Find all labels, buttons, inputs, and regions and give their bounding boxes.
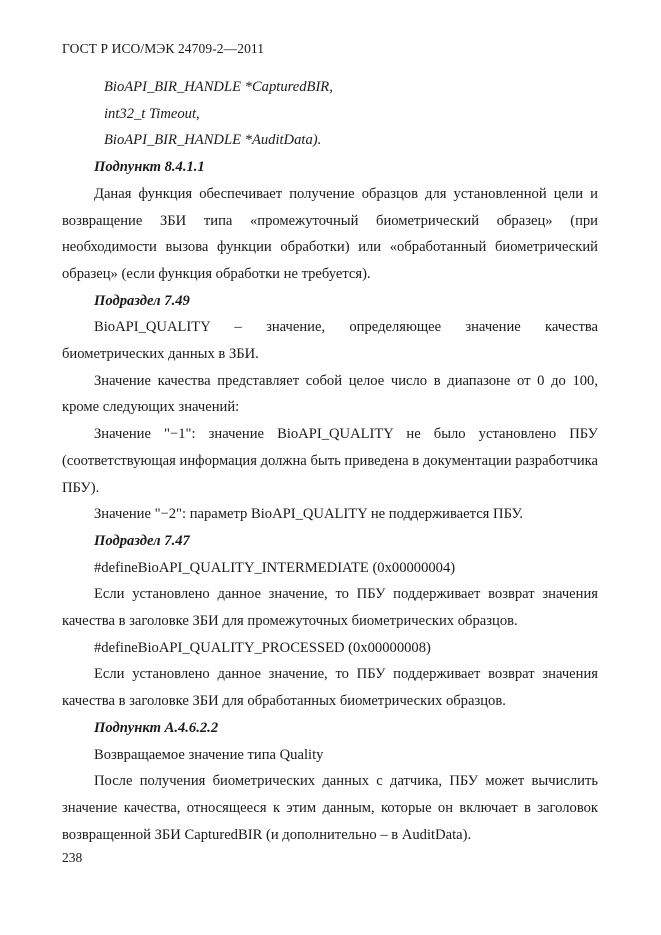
paragraph: После получения биометрических данных с датчика, ПБУ может вычислить значение качества, относящееся к этим данным, которые он включает в заголовок возвращенной ЗБИ CapturedBIR (и дополнительно – в AuditData). — [62, 773, 598, 843]
page-header: ГОСТ Р ИСО/МЭК 24709-2—2011 — [62, 41, 265, 56]
paragraph: Даная функция обеспечивает получение образцов для установленной цели и возвращение ЗБИ типа «промежуточный биометрический образец» (при необходимости вызова функции обработки) или «обработанный биометрический образец» (если функция обработки не требуется). — [62, 185, 598, 282]
paragraph: BioAPI_QUALITY – значение, определяющее значение качества биометрических данных в ЗБИ. — [62, 319, 598, 363]
section-heading: Подпункт А.4.6.2.2 — [94, 719, 219, 736]
paragraph: Значение "−2": параметр BioAPI_QUALITY не поддерживается ПБУ. — [94, 506, 524, 523]
paragraph: Если установлено данное значение, то ПБУ поддерживает возврат значения качества в заголовке ЗБИ для обработанных биометрических образцов. — [62, 666, 598, 710]
code-line: BioAPI_BIR_HANDLE *CapturedBIR, — [104, 79, 333, 95]
page-body — [62, 74, 598, 848]
section-heading: Подраздел 7.49 — [94, 292, 190, 309]
paragraph: Если установлено данное значение, то ПБУ поддерживает возврат значения качества в заголовке ЗБИ для промежуточных биометрических образцов. — [62, 586, 598, 630]
code-line: BioAPI_BIR_HANDLE *AuditData). — [104, 132, 322, 149]
section-heading: Подраздел 7.47 — [94, 532, 190, 549]
section-heading: Подпункт 8.4.1.1 — [94, 159, 205, 176]
paragraph: Значение "−1": значение BioAPI_QUALITY не было установлено ПБУ (соответствующая информация должна быть приведена в документации разработчика ПБУ). — [62, 426, 598, 496]
paragraph: Значение качества представляет собой целое число в диапазоне от 0 до 100, кроме следующих значений: — [62, 372, 598, 416]
define-line: #defineBioAPI_QUALITY_PROCESSED (0x00000008) — [94, 639, 431, 656]
text-line: Возвращаемое значение типа Quality — [94, 746, 324, 763]
code-line: int32_t Timeout, — [104, 105, 200, 122]
page-number: 238 — [62, 850, 83, 865]
define-line: #defineBioAPI_QUALITY_INTERMEDIATE (0x00000004) — [94, 559, 456, 576]
